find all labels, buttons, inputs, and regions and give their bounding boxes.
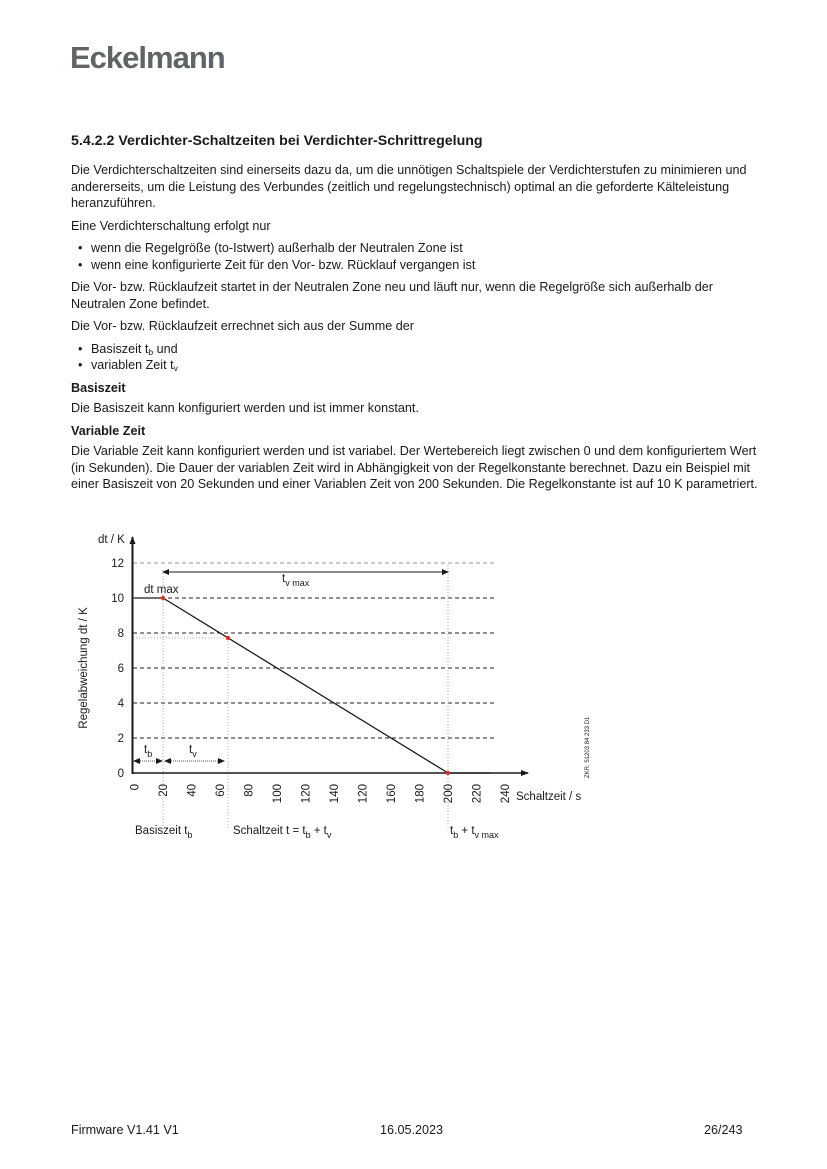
x-tick-label: 140 [329, 784, 341, 804]
series-layer [135, 596, 491, 775]
sum-lead: Die Vor- bzw. Rücklaufzeit errechnet sich aus der Summe der [71, 319, 414, 333]
x-tick-label: 120 [300, 784, 313, 804]
dt-max-label: dt max [144, 584, 179, 596]
y-axis-title: Regelabweichung dt / K [78, 607, 90, 729]
section-title: 5.4.2.2 Verdichter-Schaltzeiten bei Verdichter-Schrittregelung [71, 133, 483, 149]
basiszeit-heading: Basiszeit [71, 380, 126, 395]
y-tick-label: 8 [117, 628, 124, 640]
variable-zeit-heading: Variable Zeit [71, 423, 146, 438]
x-tick-label: 220 [471, 784, 484, 804]
footer-firmware: Firmware V1.41 V1 [71, 1123, 179, 1137]
tb-label: $t_b$ [144, 744, 153, 759]
x-tick-label: 240 [500, 784, 512, 804]
figure-id: ZKR. 51203 84 233 D1 [585, 716, 591, 778]
x-tick-label: 180 [414, 784, 427, 804]
condition-item: • wenn eine konfigurierte Zeit für den Vor- bzw. Rücklauf vergangen ist [78, 257, 761, 274]
sum-item-basiszeit: • Basiszeit $t_b$ und [78, 341, 761, 358]
footer-date: 16.05.2023 [380, 1123, 444, 1137]
sum-list [71, 341, 761, 374]
x-tick-label: 20 [158, 784, 170, 797]
highlight-point [161, 596, 165, 600]
x-tick-label: 100 [272, 784, 284, 804]
company-logo: Eckelmann [70, 40, 225, 75]
tv-max-label: $t_{v max}$ [282, 573, 310, 588]
guide-layer [133, 565, 448, 828]
restart-paragraph: Die Vor- bzw. Rücklaufzeit startet in der Neutralen Zone neu und läuft nur, wenn die Regelgröße sich außerhalb der Neutralen Zone befindet. [71, 280, 713, 311]
x-axis-title: Schaltzeit / s [516, 791, 582, 803]
y-tick-label: 2 [117, 733, 124, 745]
main-content [71, 132, 761, 499]
x-tick-label: 120 [357, 784, 370, 804]
schaltzeit-caption: Schaltzeit $t = t_b + t_v$ [233, 825, 332, 840]
condition-list [71, 240, 761, 273]
x-tick-label: 200 [443, 784, 455, 804]
label-layer [78, 534, 591, 840]
tb-tvmax-caption: $t_b + t_{v max}$ [450, 825, 499, 840]
intro-paragraph: Die Verdichterschaltzeiten sind einerseits dazu da, um die unnötigen Schaltspiele der Verdichterstufen zu minimieren und andererseits, um die Leistung des Verbundes (zeitlich und regelungstechnisch) optimal an die geforderte Kälteleistung heranzuführen. [71, 163, 747, 210]
y-tick-label: 0 [117, 768, 124, 780]
y-axis-unit-label: dt / K [98, 534, 125, 546]
y-tick-label: 6 [117, 663, 124, 675]
variable-zeit-text: Die Variable Zeit kann konfiguriert werden und ist variabel. Der Wertebereich liegt zwischen 0 und dem konfiguriertem Wert (in Sekunden). Die Dauer der variablen Zeit wird in Abhängigkeit von der Regelkonstante berechnet. Dazu ein Beispiel mit einer Basiszeit von 20 Sekunden und einer Variablen Zeit von 200 Sekunden. Die Regelkonstante ist auf 10 K parametriert. [71, 444, 758, 491]
x-tick-label: 0 [129, 784, 142, 791]
basiszeit-caption: Basiszeit $t_b$ [135, 825, 193, 840]
basiszeit-text: Die Basiszeit kann konfiguriert werden und ist immer konstant. [71, 401, 419, 415]
highlight-point [446, 771, 450, 775]
sum-item-variable: • variablen Zeit $t_v$ [78, 357, 761, 374]
x-tick-label: 80 [243, 784, 256, 797]
x-tick-label: 60 [215, 784, 227, 797]
tv-label: $t_v$ [189, 744, 197, 759]
grid-layer [133, 563, 496, 738]
x-tick-label: 40 [186, 784, 199, 797]
y-tick-label: 12 [111, 558, 124, 570]
axis-layer [132, 537, 528, 774]
footer-page-number: 26/243 [704, 1123, 743, 1137]
x-tick-label: 160 [386, 784, 398, 804]
series-line-dt [135, 598, 491, 773]
highlight-point [226, 636, 230, 640]
condition-item: • wenn die Regelgröße (to-Istwert) außerhalb der Neutralen Zone ist [78, 240, 761, 257]
condition-lead: Eine Verdichterschaltung erfolgt nur [71, 218, 271, 233]
y-tick-label: 10 [111, 593, 124, 605]
y-tick-label: 4 [117, 698, 124, 710]
